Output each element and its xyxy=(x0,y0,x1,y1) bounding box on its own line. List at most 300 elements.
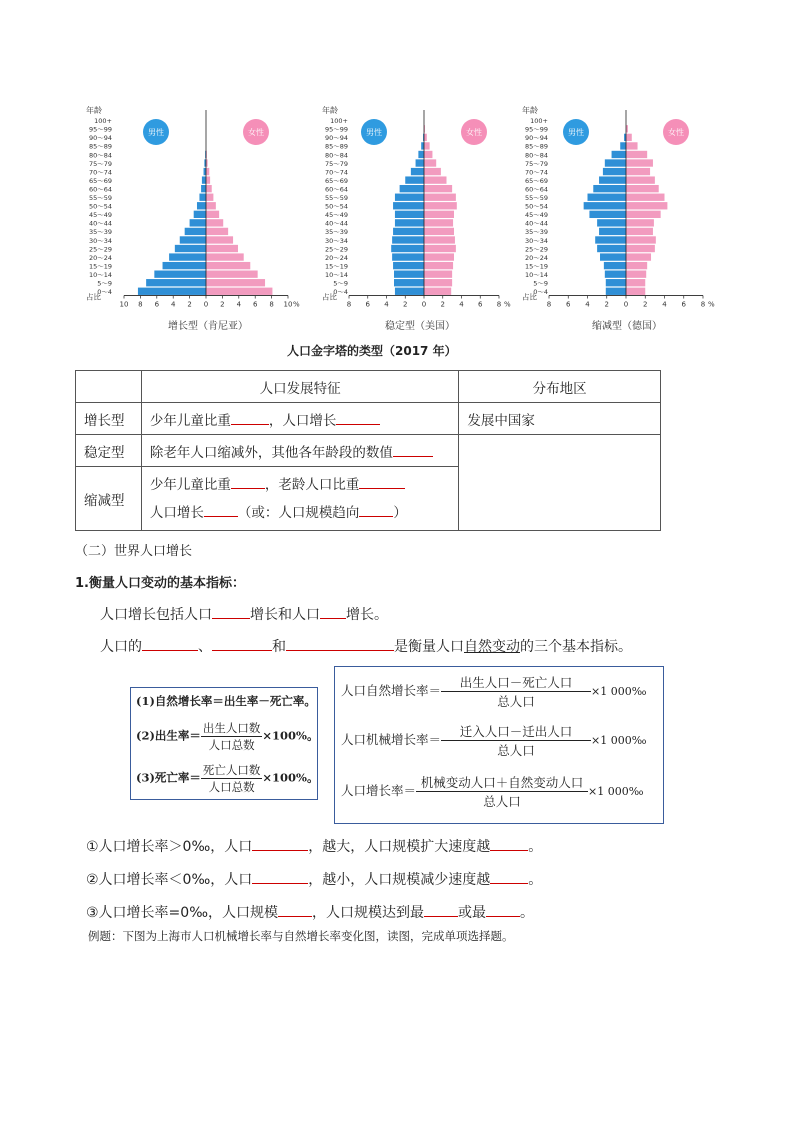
answer-blank[interactable] xyxy=(252,836,308,851)
formula-population-growth-rate xyxy=(341,773,643,810)
female-bar xyxy=(626,262,647,269)
answer-blank[interactable] xyxy=(393,442,433,457)
female-bar xyxy=(626,176,655,183)
x-tick-label: 4 xyxy=(384,300,389,309)
age-group-label: 95～99 xyxy=(88,125,112,134)
age-axis-label: 年龄 xyxy=(86,106,102,115)
formula-tail: ×1 000‰ xyxy=(591,734,647,747)
female-bar xyxy=(206,228,228,235)
x-tick-label: 10 xyxy=(119,300,129,309)
male-bar xyxy=(169,253,206,260)
type-cell: 稳定型 xyxy=(76,435,142,467)
formula-box-growth xyxy=(334,666,664,824)
female-bar xyxy=(206,168,209,175)
age-group-label: 85～89 xyxy=(524,142,548,151)
formula-natural-growth-rate xyxy=(341,673,646,710)
age-group-label: 90～94 xyxy=(324,134,348,143)
fraction xyxy=(441,722,591,759)
x-tick-label: 4 xyxy=(585,300,590,309)
female-legend-label: 女性 xyxy=(668,128,684,137)
female-bar xyxy=(626,159,653,166)
age-group-label: 25～29 xyxy=(524,245,548,254)
age-group-label: 80～84 xyxy=(88,151,112,160)
female-bar xyxy=(424,253,454,260)
feature-text: 人口增长 xyxy=(149,504,204,521)
female-bar xyxy=(424,262,453,269)
x-tick-label: 6 xyxy=(252,300,258,309)
female-bar xyxy=(626,151,647,158)
x-tick-label: 2 xyxy=(440,300,445,309)
male-bar xyxy=(405,176,424,183)
answer-blank[interactable] xyxy=(212,604,250,619)
fraction xyxy=(441,673,591,710)
age-group-label: 65～69 xyxy=(524,176,548,185)
male-bar xyxy=(589,211,626,218)
age-group-label: 40～44 xyxy=(88,219,112,228)
age-group-label: 15～19 xyxy=(88,262,112,271)
female-bar xyxy=(206,253,244,260)
x-tick-label: 8 xyxy=(546,300,552,309)
pyramid-chart-growth xyxy=(82,104,320,314)
table-header-cell xyxy=(76,371,142,403)
female-bar xyxy=(626,202,667,209)
age-group-label: 0～4 xyxy=(97,288,112,297)
answer-blank[interactable] xyxy=(212,636,272,651)
female-bar xyxy=(626,142,638,149)
age-group-label: 70～74 xyxy=(88,168,112,177)
table-header-cell: 分布地区 xyxy=(459,371,661,403)
age-group-label: 55～59 xyxy=(524,194,548,202)
text: 、 xyxy=(198,639,212,655)
text: ①人口增长率＞0‰，人口 xyxy=(86,839,253,855)
age-group-label: 65～69 xyxy=(324,176,348,185)
age-group-label: 45～49 xyxy=(524,211,548,220)
pyramid-germany xyxy=(506,104,724,314)
text: 是衡量人口 xyxy=(394,639,464,655)
male-bar xyxy=(393,262,424,269)
numerator: 机械变动人口＋自然变动人口 xyxy=(416,773,588,792)
answer-blank[interactable] xyxy=(204,502,238,517)
feature-text: 除老年人口缩减外，其他各年龄段的数值 xyxy=(149,444,393,461)
male-bar xyxy=(194,211,206,218)
condition-positive xyxy=(86,836,542,856)
male-bar xyxy=(620,142,626,149)
formula-tail: ×100%。 xyxy=(262,770,319,785)
age-group-label: 75～79 xyxy=(324,159,348,168)
age-group-label: 90～94 xyxy=(524,134,548,143)
pyramid-caption-shrinking: 缩减型（德国） xyxy=(592,321,662,332)
x-tick-label: 6 xyxy=(154,300,160,309)
female-legend-label: 女性 xyxy=(248,128,264,137)
text: 人口的 xyxy=(100,639,142,655)
female-bar xyxy=(206,176,210,183)
female-bar xyxy=(424,159,436,166)
x-tick-label: 0 xyxy=(623,300,629,309)
male-bar xyxy=(190,219,206,226)
male-bar xyxy=(416,159,424,166)
paragraph-indicators xyxy=(100,636,632,656)
male-bar xyxy=(604,262,626,269)
answer-blank[interactable] xyxy=(424,902,458,917)
formula-death-rate xyxy=(136,762,318,795)
male-bar xyxy=(392,253,424,260)
age-group-label: 70～74 xyxy=(524,168,548,177)
text: ，越大，人口规模扩大速度越 xyxy=(308,839,491,855)
male-bar xyxy=(421,142,424,149)
answer-blank[interactable] xyxy=(490,836,528,851)
age-group-label: 85～89 xyxy=(88,142,112,151)
feature-text: 少年儿童比重 xyxy=(149,476,231,493)
x-tick-label: 8 xyxy=(269,300,274,309)
male-bar xyxy=(597,245,626,252)
age-group-label: 10～14 xyxy=(88,270,112,279)
denominator: 人口总数 xyxy=(208,780,255,794)
age-group-label: 60～64 xyxy=(524,185,548,194)
age-group-label: 55～59 xyxy=(88,194,112,202)
age-axis-label: 年龄 xyxy=(522,106,538,115)
male-bar xyxy=(201,185,206,192)
example-question: 例题：下图为上海市人口机械增长率与自然增长率变化图，读图，完成单项选择题。 xyxy=(88,929,514,943)
age-group-label: 15～19 xyxy=(324,262,348,271)
feature-text: ，人口增长 xyxy=(268,412,337,429)
answer-blank[interactable] xyxy=(231,474,265,489)
age-group-label: 80～84 xyxy=(324,151,348,160)
x-tick-label: 4 xyxy=(662,300,667,309)
share-axis-label: 占比 xyxy=(322,292,337,302)
female-bar xyxy=(206,194,213,201)
feature-text: 少年儿童比重 xyxy=(149,412,231,429)
x-tick-label: 6 xyxy=(478,300,483,309)
pyramid-kenya xyxy=(82,104,320,314)
age-group-label: 20～24 xyxy=(524,253,548,262)
pyramid-caption-growth: 增长型（肯尼亚） xyxy=(168,321,248,332)
share-axis-label: 占比 xyxy=(86,292,101,302)
age-group-label: 85～89 xyxy=(324,142,348,151)
male-bar xyxy=(163,262,206,269)
x-tick-label: 6 xyxy=(365,300,370,309)
table-header-row xyxy=(76,371,661,403)
fraction xyxy=(201,762,263,795)
formula-migration-growth-rate xyxy=(341,722,646,759)
section-title: （二）世界人口增长 xyxy=(75,544,193,559)
age-group-label: 40～44 xyxy=(324,219,348,228)
pyramid-caption-stable: 稳定型（美国） xyxy=(385,321,455,332)
male-bar xyxy=(584,202,626,209)
male-bar xyxy=(605,271,626,278)
male-bar xyxy=(393,202,424,209)
male-legend-label: 男性 xyxy=(366,128,382,137)
age-group-label: 75～79 xyxy=(88,159,112,168)
text: ，人口规模达到最 xyxy=(311,905,424,921)
age-group-label: 100+ xyxy=(94,117,112,126)
denominator: 人口总数 xyxy=(208,738,255,752)
answer-blank[interactable] xyxy=(286,636,394,651)
male-bar xyxy=(418,151,424,158)
female-bar xyxy=(424,236,455,243)
female-bar xyxy=(424,279,452,286)
age-group-label: 0～4 xyxy=(533,288,548,297)
x-tick-label: 2 xyxy=(604,300,609,309)
age-group-label: 80～84 xyxy=(524,151,548,160)
text: 人口增长包括人口 xyxy=(100,607,212,623)
text: 。 xyxy=(528,872,543,888)
region-cell xyxy=(459,435,661,531)
age-group-label: 30～34 xyxy=(324,236,348,245)
age-group-label: 20～24 xyxy=(324,253,348,262)
formula-label: 人口自然增长率＝ xyxy=(341,683,442,698)
age-group-label: 100+ xyxy=(530,117,548,126)
female-bar xyxy=(626,211,661,218)
text: ③人口增长率=0‰，人口规模 xyxy=(86,905,278,921)
age-group-label: 0～4 xyxy=(333,288,348,297)
male-bar xyxy=(612,151,626,158)
denominator: 总人口 xyxy=(497,743,535,758)
male-bar xyxy=(146,279,206,286)
female-bar xyxy=(424,142,430,149)
x-tick-label: 6 xyxy=(681,300,686,309)
age-group-label: 25～29 xyxy=(324,245,348,254)
formula-box-rates xyxy=(130,687,318,800)
male-bar xyxy=(588,194,627,201)
age-group-label: 50～54 xyxy=(524,202,548,211)
formula-natural-growth: (1)自然增长率＝出生率－死亡率。 xyxy=(136,694,316,708)
feature-cell xyxy=(141,403,458,435)
male-bar xyxy=(606,288,626,295)
age-group-label: 40～44 xyxy=(524,219,548,228)
x-tick-label: 4 xyxy=(236,300,242,309)
fraction xyxy=(201,720,263,753)
male-bar xyxy=(599,176,626,183)
female-bar xyxy=(206,219,223,226)
pyramid-types-table xyxy=(75,370,661,531)
male-bar xyxy=(180,236,206,243)
numerator: 出生人口－死亡人口 xyxy=(441,673,591,692)
age-group-label: 25～29 xyxy=(88,245,112,254)
answer-blank[interactable] xyxy=(142,636,198,651)
male-bar xyxy=(395,288,424,295)
male-bar xyxy=(593,185,626,192)
female-bar xyxy=(206,279,265,286)
x-tick-label: 2 xyxy=(643,300,648,309)
female-bar xyxy=(626,253,651,260)
numerator: 死亡人口数 xyxy=(202,763,261,777)
formula-label: 人口增长率＝ xyxy=(341,783,417,798)
female-bar xyxy=(206,245,238,252)
age-group-label: 30～34 xyxy=(524,236,548,245)
answer-blank[interactable] xyxy=(359,474,405,489)
female-bar xyxy=(424,134,427,141)
answer-blank[interactable] xyxy=(486,902,520,917)
age-group-label: 95～99 xyxy=(524,125,548,134)
female-bar xyxy=(424,202,457,209)
age-axis-label: 年龄 xyxy=(322,106,338,115)
feature-text: ，老龄人口比重 xyxy=(264,476,360,493)
paragraph-growth-types xyxy=(100,604,388,624)
female-bar xyxy=(626,271,646,278)
male-bar xyxy=(394,279,424,286)
age-group-label: 35～39 xyxy=(88,228,112,237)
male-bar xyxy=(197,202,206,209)
region-cell: 发展中国家 xyxy=(459,403,661,435)
table-row xyxy=(76,435,661,467)
formula-label: (3)死亡率＝ xyxy=(136,770,201,785)
female-bar xyxy=(206,271,258,278)
male-legend-label: 男性 xyxy=(568,128,584,137)
age-group-label: 60～64 xyxy=(88,185,112,194)
male-bar xyxy=(606,279,626,286)
denominator: 总人口 xyxy=(483,794,521,809)
type-cell: 增长型 xyxy=(76,403,142,435)
male-bar xyxy=(400,185,424,192)
male-bar xyxy=(154,271,206,278)
fraction xyxy=(416,773,588,810)
x-tick-label: 0 xyxy=(421,300,427,309)
male-bar xyxy=(393,228,424,235)
female-bar xyxy=(626,194,665,201)
male-bar xyxy=(597,219,626,226)
formula-birth-rate xyxy=(136,720,318,753)
age-group-label: 90～94 xyxy=(88,134,112,143)
female-bar xyxy=(626,228,653,235)
age-group-label: 5～9 xyxy=(533,279,548,288)
numerator: 迁入人口－迁出人口 xyxy=(441,722,591,741)
answer-blank[interactable] xyxy=(252,869,308,884)
numerator: 出生人口数 xyxy=(202,721,261,735)
female-bar xyxy=(626,245,655,252)
male-bar xyxy=(605,159,626,166)
female-bar xyxy=(424,168,441,175)
female-bar xyxy=(424,185,452,192)
answer-blank[interactable] xyxy=(336,410,380,425)
age-group-label: 45～49 xyxy=(88,211,112,220)
female-bar xyxy=(626,236,656,243)
age-group-label: 45～49 xyxy=(324,211,348,220)
text: ②人口增长率＜0‰，人口 xyxy=(86,872,253,888)
text: 。 xyxy=(528,839,543,855)
age-group-label: 65～69 xyxy=(88,176,112,185)
formula-label: (2)出生率＝ xyxy=(136,728,201,743)
male-bar xyxy=(603,168,626,175)
female-bar xyxy=(424,245,456,252)
male-bar xyxy=(395,219,424,226)
age-group-label: 50～54 xyxy=(88,202,112,211)
female-bar xyxy=(206,211,219,218)
female-bar xyxy=(424,211,454,218)
age-group-label: 100+ xyxy=(330,117,348,126)
formula-tail: ×1 000‰ xyxy=(591,685,647,698)
male-bar xyxy=(391,245,424,252)
pyramid-usa xyxy=(306,104,524,314)
answer-blank[interactable] xyxy=(359,502,393,517)
female-bar xyxy=(424,271,452,278)
subsection-title: 1.衡量人口变动的基本指标： xyxy=(75,576,245,591)
table-row xyxy=(76,403,661,435)
female-bar xyxy=(206,185,212,192)
female-bar xyxy=(626,288,645,295)
x-tick-label: 8 xyxy=(138,300,143,309)
text-underlined: 自然变动 xyxy=(464,639,520,655)
x-tick-label: 2 xyxy=(403,300,408,309)
female-bar xyxy=(424,176,447,183)
female-bar xyxy=(424,151,432,158)
age-group-label: 60～64 xyxy=(324,185,348,194)
female-bar xyxy=(206,262,250,269)
female-bar xyxy=(626,168,650,175)
x-unit-label: % xyxy=(293,300,300,309)
x-tick-label: 4 xyxy=(170,300,176,309)
x-tick-label: 4 xyxy=(459,300,464,309)
feature-text: ） xyxy=(393,504,407,521)
male-bar xyxy=(138,288,206,295)
x-tick-label: 8 xyxy=(346,300,352,309)
pyramids-main-caption: 人口金字塔的类型（2017 年） xyxy=(287,344,457,358)
age-group-label: 10～14 xyxy=(324,270,348,279)
x-tick-label: 2 xyxy=(220,300,225,309)
male-bar xyxy=(392,236,424,243)
share-axis-label: 占比 xyxy=(522,292,537,302)
age-group-label: 75～79 xyxy=(524,159,548,168)
x-unit-label: % xyxy=(504,300,511,309)
age-group-label: 10～14 xyxy=(524,270,548,279)
answer-blank[interactable] xyxy=(320,604,346,619)
text: 或最 xyxy=(457,905,486,921)
age-group-label: 35～39 xyxy=(324,228,348,237)
x-tick-label: 8 xyxy=(700,300,706,309)
pyramid-chart-stable xyxy=(306,104,524,314)
female-bar xyxy=(626,134,632,141)
female-bar xyxy=(206,236,233,243)
x-tick-label: 8 xyxy=(496,300,502,309)
text: 。 xyxy=(519,905,534,921)
denominator: 总人口 xyxy=(497,694,535,709)
condition-negative xyxy=(86,869,542,889)
answer-blank[interactable] xyxy=(490,869,528,884)
age-group-label: 15～19 xyxy=(524,262,548,271)
male-bar xyxy=(395,194,424,201)
age-group-label: 55～59 xyxy=(324,194,348,202)
text: 增长。 xyxy=(346,607,388,623)
female-bar xyxy=(424,288,451,295)
formula-tail: ×1 000‰ xyxy=(588,785,644,798)
male-bar xyxy=(595,236,626,243)
x-tick-label: 10 xyxy=(283,300,293,309)
table-header-cell: 人口发展特征 xyxy=(141,371,458,403)
male-bar xyxy=(199,194,206,201)
text: ，越小，人口规模减少速度越 xyxy=(308,872,491,888)
feature-text: （或：人口规模趋向 xyxy=(237,504,360,521)
age-group-label: 30～34 xyxy=(88,236,112,245)
female-bar xyxy=(424,228,454,235)
male-bar xyxy=(185,228,206,235)
male-bar xyxy=(600,253,626,260)
female-bar xyxy=(206,288,272,295)
type-cell: 缩减型 xyxy=(76,467,142,531)
female-bar xyxy=(424,194,456,201)
x-tick-label: 6 xyxy=(566,300,571,309)
x-tick-label: 0 xyxy=(203,300,209,309)
female-bar xyxy=(424,219,453,226)
female-bar xyxy=(626,219,654,226)
x-tick-label: 2 xyxy=(187,300,192,309)
text: 的三个基本指标。 xyxy=(520,639,632,655)
answer-blank[interactable] xyxy=(278,902,312,917)
feature-cell xyxy=(141,435,458,467)
female-bar xyxy=(626,279,645,286)
answer-blank[interactable] xyxy=(231,410,269,425)
male-legend-label: 男性 xyxy=(148,128,164,137)
condition-zero xyxy=(86,902,534,922)
male-bar xyxy=(411,168,424,175)
